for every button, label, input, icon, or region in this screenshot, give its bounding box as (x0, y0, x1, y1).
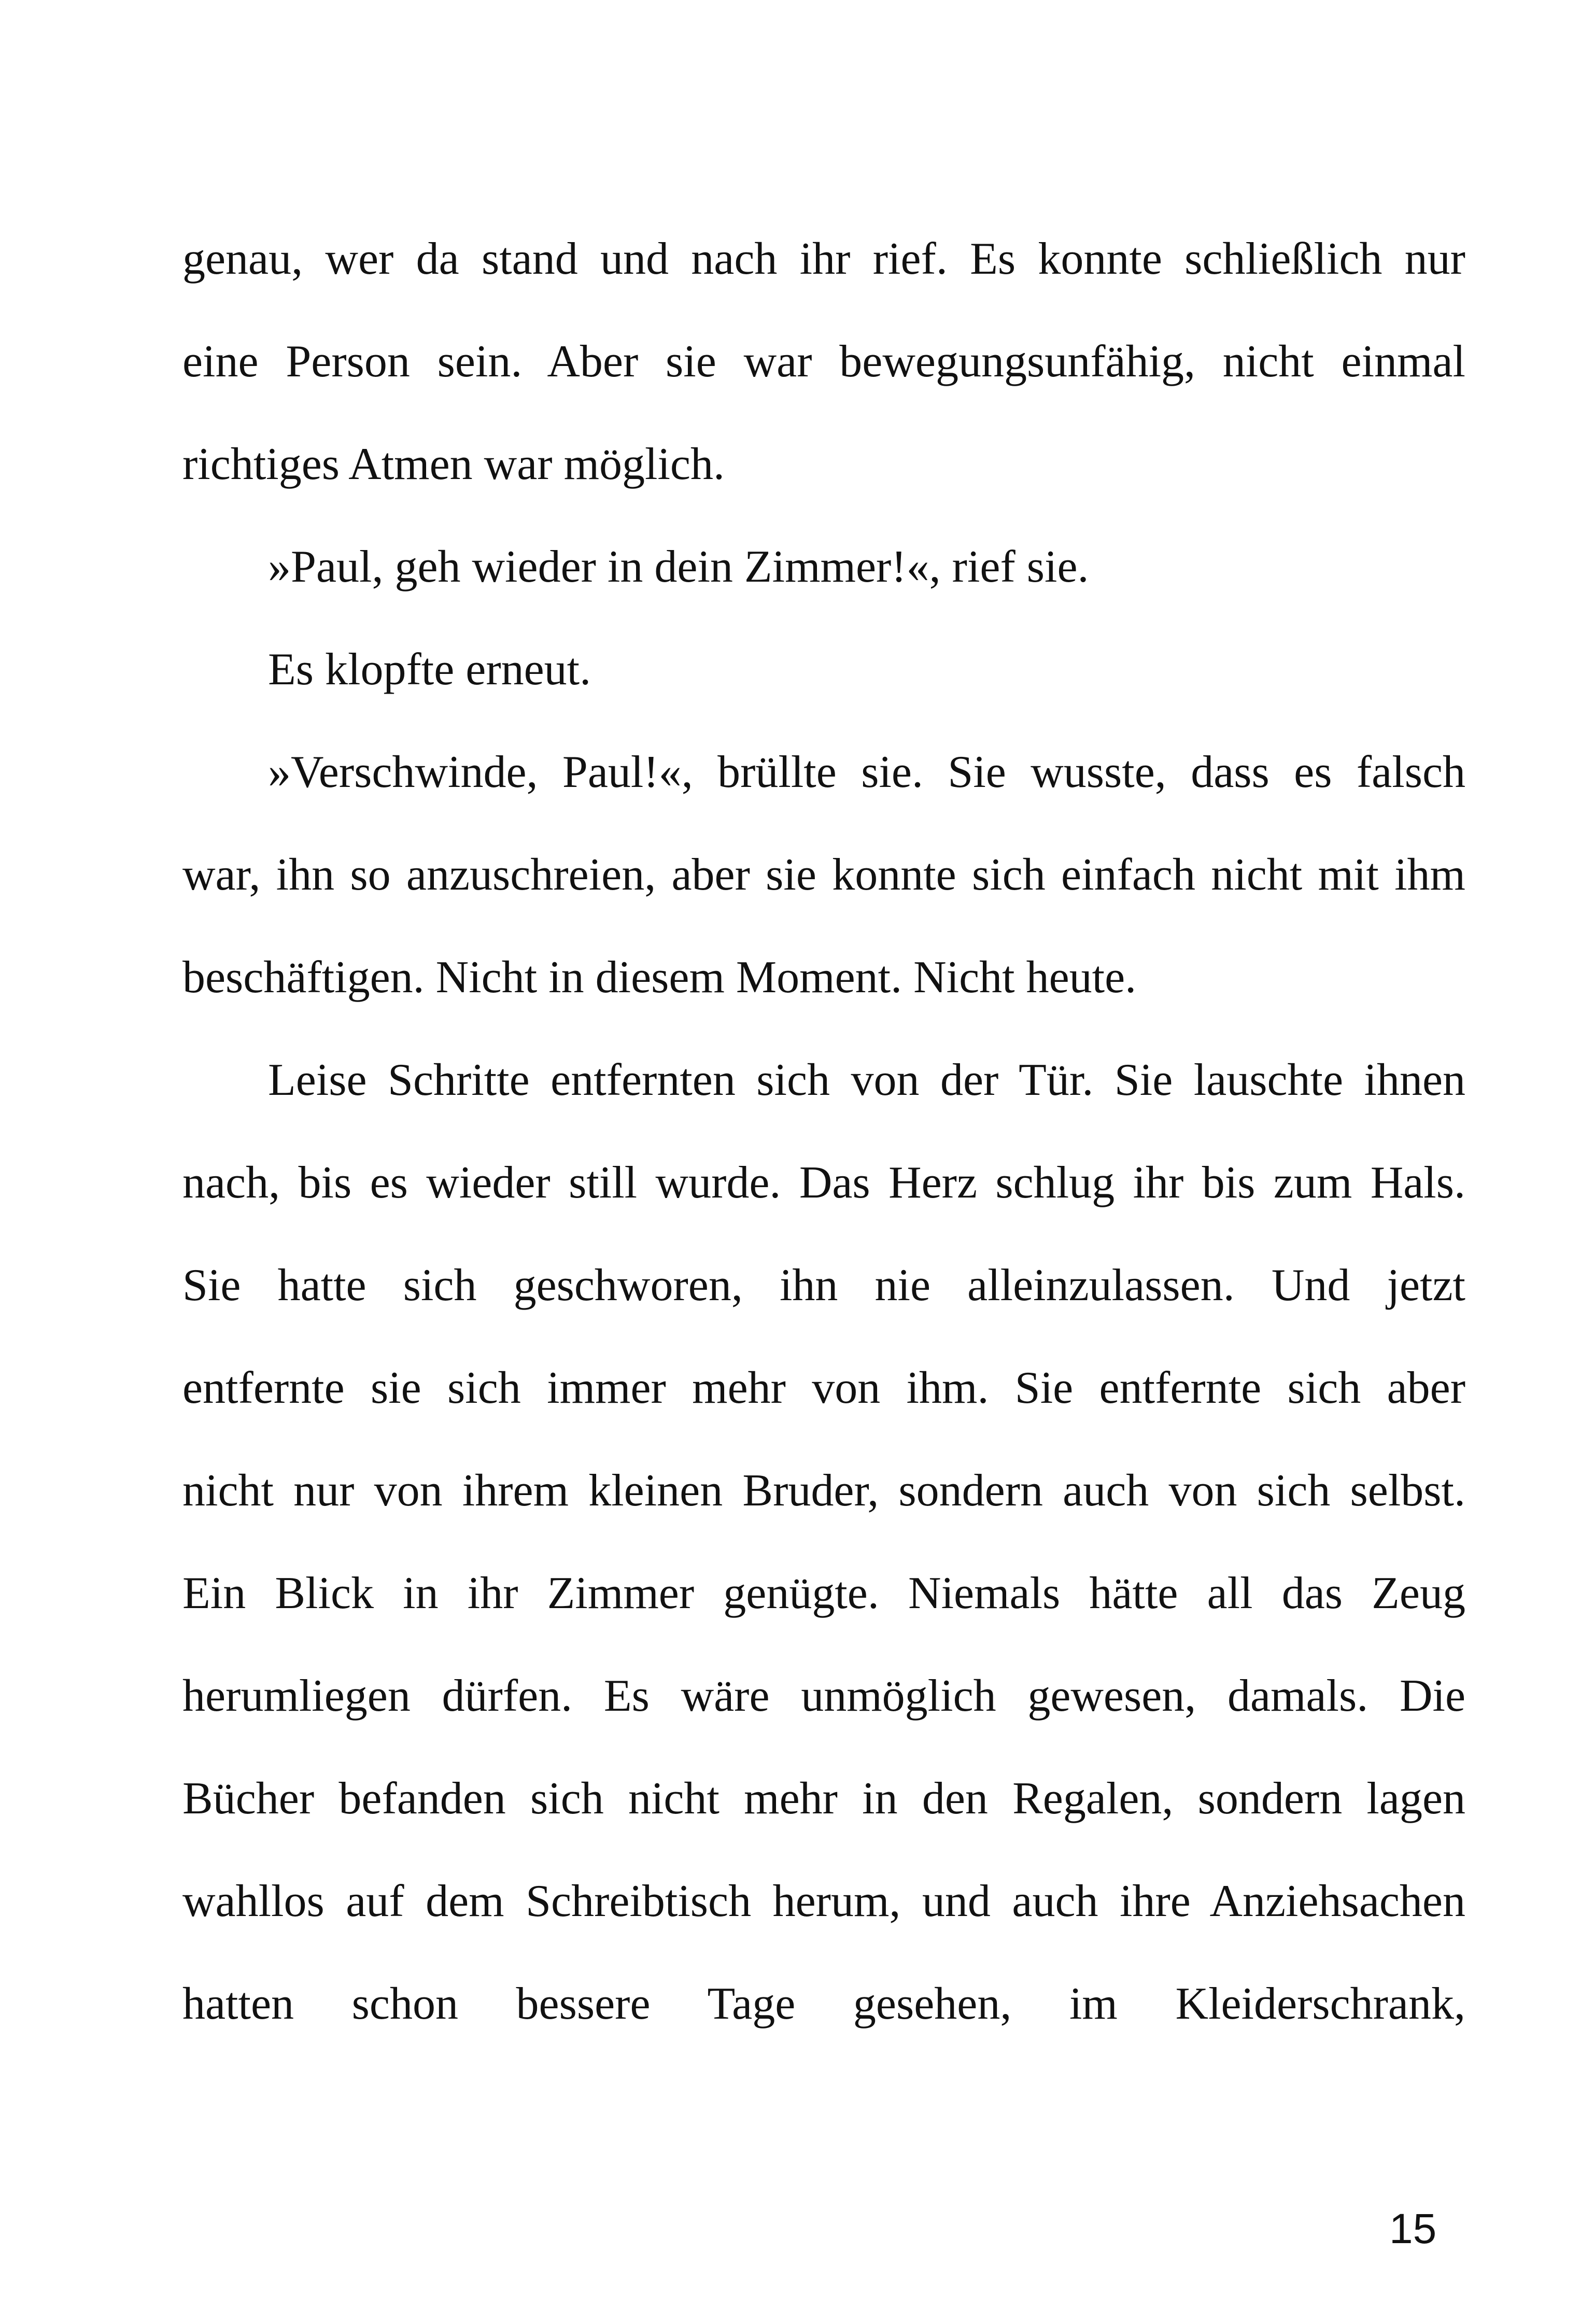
text-line-2: eine Person sein. Aber sie war bewegungsunfähig, nicht einmal (182, 336, 1465, 387)
text-line-18: hatten schon bessere Tage gesehen, im Kleiderschrank, (182, 1979, 1465, 2029)
text-line-10: nach, bis es wieder still wurde. Das Herz schlug ihr bis zum Hals. (182, 1158, 1465, 1208)
text-line-15: herumliegen dürfen. Es wäre unmöglich gewesen, damals. Die (182, 1671, 1465, 1721)
text-line-11: Sie hatte sich geschworen, ihn nie alleinzulassen. Und jetzt (182, 1260, 1465, 1311)
text-line-13: nicht nur von ihrem kleinen Bruder, sondern auch von sich selbst. (182, 1466, 1465, 1516)
text-line-6: »Verschwinde, Paul!«, brüllte sie. Sie wusste, dass es falsch (268, 747, 1465, 797)
text-line-1: genau, wer da stand und nach ihr rief. Es konnte schließlich nur (182, 234, 1465, 284)
page-number: 15 (1389, 2205, 1437, 2252)
text-line-3: richtiges Atmen war möglich. (182, 439, 725, 489)
text-line-5: Es klopfte erneut. (268, 644, 591, 695)
text-line-12: entfernte sie sich immer mehr von ihm. Sie entfernte sich aber (182, 1363, 1465, 1413)
text-line-14: Ein Blick in ihr Zimmer genügte. Niemals hätte all das Zeug (182, 1568, 1465, 1618)
text-line-8: beschäftigen. Nicht in diesem Moment. Nicht heute. (182, 952, 1137, 1003)
text-line-7: war, ihn so anzuschreien, aber sie konnte sich einfach nicht mit ihm (182, 850, 1465, 900)
text-line-17: wahllos auf dem Schreibtisch herum, und auch ihre Anziehsachen (182, 1876, 1465, 1926)
text-line-16: Bücher befanden sich nicht mehr in den Regalen, sondern lagen (182, 1773, 1465, 1824)
text-line-9: Leise Schritte entfernten sich von der Tür. Sie lauschte ihnen (268, 1055, 1465, 1105)
text-line-4: »Paul, geh wieder in dein Zimmer!«, rief sie. (268, 542, 1089, 592)
